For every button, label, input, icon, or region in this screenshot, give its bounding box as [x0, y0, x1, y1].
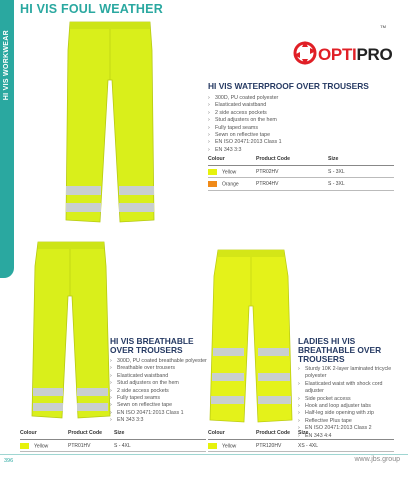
- feature-item: › 2 side access pockets: [110, 388, 207, 395]
- table-row: Yellow PTR02HV S - 3XL: [208, 166, 394, 178]
- feature-item: › Sturdy 10K 2-layer laminated tricycle: [298, 366, 391, 373]
- logo-wordmark: [318, 45, 392, 65]
- feature-item: › Breathable over trousers: [110, 365, 207, 372]
- waterproof-trousers-image: [62, 20, 158, 226]
- feature-item: › Elasticated waist with shock cord: [298, 381, 391, 388]
- feature-item: › 300D, PU coated polyester: [208, 95, 282, 102]
- logo-mark-icon: [292, 40, 318, 66]
- col-colour: Colour: [208, 154, 256, 166]
- logo-opti: OPTI: [318, 45, 357, 64]
- breathable-features: [110, 358, 207, 425]
- feature-item: › Reflective Plus tape: [298, 418, 391, 425]
- ladies-trousers-image: [208, 248, 294, 424]
- colour-swatch: [20, 443, 29, 449]
- feature-item: › Elasticated waistband: [110, 373, 207, 380]
- feature-item: › 2 side access pockets: [208, 110, 282, 117]
- table-row: Orange PTR04HV S - 3XL: [208, 178, 394, 190]
- website-link[interactable]: www.jbs.group: [354, 456, 400, 463]
- feature-item: › Half-leg side opening with zip: [298, 410, 391, 417]
- side-tab: [0, 0, 14, 278]
- breathable-spec-table: [20, 428, 206, 452]
- ladies-spec-table: [208, 428, 394, 452]
- col-code: Product Code: [256, 154, 328, 166]
- feature-item: › EN ISO 20471:2013 Class 1: [110, 410, 207, 417]
- footer-divider: [0, 454, 408, 455]
- breathable-trousers-image: [30, 240, 112, 420]
- feature-item: › Stud adjusters on the hem: [208, 117, 282, 124]
- logo-pro: PRO: [356, 45, 393, 64]
- side-tab-label: HI VIS WORKWEAR: [3, 30, 10, 101]
- ladies-title: LADIES HI VIS BREATHABLE OVER TROUSERS: [298, 336, 382, 365]
- col-code: Product Code: [256, 428, 298, 440]
- feature-item: › EN 343 4:4: [298, 433, 391, 440]
- page-title: HI VIS FOUL WEATHER: [20, 2, 163, 16]
- waterproof-title: HI VIS WATERPROOF OVER TROUSERS: [208, 81, 369, 91]
- colour-swatch: [208, 169, 217, 175]
- table-row: Yellow PTR01HV S - 4XL: [20, 440, 206, 452]
- feature-item: › EN ISO 20471:2013 Class 2: [298, 425, 391, 432]
- feature-item: › Sewn on reflective tape: [208, 132, 282, 139]
- col-code: Product Code: [68, 428, 114, 440]
- feature-item: › Hook and loop adjuster tabs: [298, 403, 391, 410]
- feature-item: › Fully taped seams: [110, 395, 207, 402]
- feature-item: › 300D, PU coated breathable polyester: [110, 358, 207, 365]
- feature-item-continued: adjuster: [305, 388, 324, 395]
- col-size: Size: [298, 428, 394, 440]
- feature-item: › Fully taped seams: [208, 125, 282, 132]
- col-size: Size: [328, 154, 394, 166]
- col-colour: Colour: [20, 428, 68, 440]
- optipro-logo: [292, 24, 393, 70]
- waterproof-spec-table: [208, 154, 394, 191]
- breathable-title: HI VIS BREATHABLE OVER TROUSERS: [110, 336, 194, 356]
- feature-item: › EN 343 3:3: [208, 147, 282, 154]
- waterproof-features: [208, 95, 282, 154]
- feature-item: › Sewn on reflective tape: [110, 402, 207, 409]
- feature-item: › Side pocket access: [298, 396, 391, 403]
- table-row: Yellow PTR120HV XS - 4XL: [208, 440, 394, 452]
- colour-swatch: [208, 181, 217, 187]
- feature-item-continued: polyester: [305, 373, 327, 380]
- feature-item: › Elasticated waistband: [208, 102, 282, 109]
- feature-item: › Stud adjusters on the hem: [110, 380, 207, 387]
- feature-item: › EN 343 3:3: [110, 417, 207, 424]
- col-colour: Colour: [208, 428, 256, 440]
- colour-swatch: [208, 443, 217, 449]
- page-number: 396: [4, 458, 14, 464]
- feature-item: › EN ISO 20471:2013 Class 1: [208, 139, 282, 146]
- col-size: Size: [114, 428, 206, 440]
- trademark: TM: [380, 24, 386, 29]
